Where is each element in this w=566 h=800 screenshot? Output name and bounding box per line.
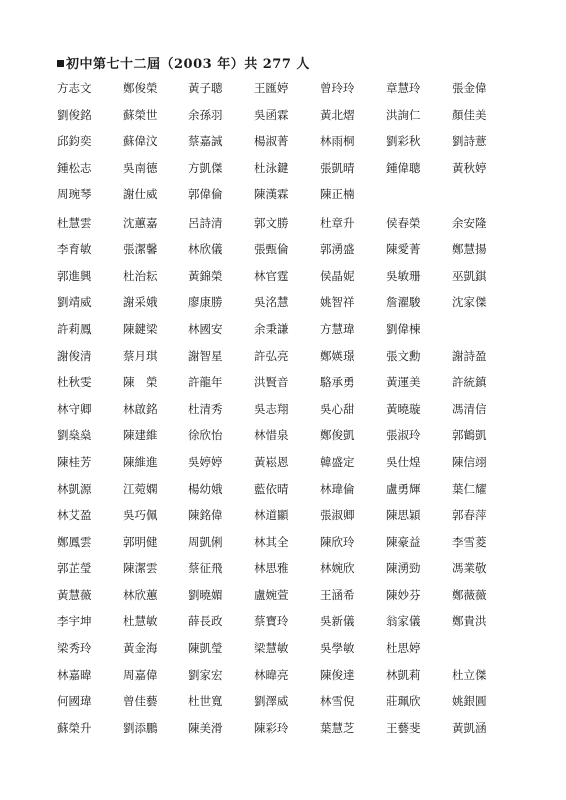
- student-name: 陳正楠: [320, 187, 355, 202]
- student-name: 林艾盈: [57, 508, 92, 523]
- student-name: 馮業敬: [452, 561, 487, 576]
- student-name: 李雪菱: [452, 534, 487, 549]
- student-name: 江菀嫻: [123, 481, 158, 496]
- student-name: 吳學敏: [320, 641, 355, 656]
- student-name: 劉家宏: [188, 667, 223, 682]
- student-name: 劉靖威: [57, 295, 92, 310]
- student-name: 林雨桐: [320, 134, 355, 149]
- student-name: 張淑玲: [386, 428, 421, 443]
- student-name: 黃金海: [123, 641, 158, 656]
- student-name: 余安隆: [452, 215, 487, 230]
- student-name: 郭偉倫: [188, 187, 223, 202]
- student-name: 杜治耘: [123, 268, 158, 283]
- student-name: 陳妙芬: [386, 587, 421, 602]
- student-name: 林其全: [254, 534, 289, 549]
- student-name: 劉曉媚: [188, 587, 223, 602]
- student-name: 郭進興: [57, 268, 92, 283]
- student-name: 楊幼娥: [188, 481, 223, 496]
- student-name: 黃秋婷: [452, 160, 487, 175]
- student-name: 王藝斐: [386, 720, 421, 735]
- student-name: 杜世寬: [188, 694, 223, 709]
- student-name: 馮清信: [452, 401, 487, 416]
- student-name: 顏佳美: [452, 107, 487, 122]
- student-name: 梁慧敏: [254, 641, 289, 656]
- student-name: 杜思婷: [386, 641, 421, 656]
- student-name: 方志文: [57, 81, 92, 95]
- student-name: 杜慧雲: [57, 215, 92, 230]
- student-name: 陳維進: [123, 454, 158, 469]
- student-name: 郭文勝: [254, 215, 289, 230]
- student-name: 郭鶴凱: [452, 428, 487, 443]
- student-name: 鍾偉聰: [386, 160, 421, 175]
- student-name: 許龍年: [188, 375, 223, 390]
- student-name: 陳豪益: [386, 534, 421, 549]
- student-name: 陳思穎: [386, 508, 421, 523]
- student-name: 曾玲玲: [320, 81, 355, 95]
- student-name: 杜章升: [320, 215, 355, 230]
- student-name: 郭春萍: [452, 508, 487, 523]
- student-name: 洪賢音: [254, 375, 289, 390]
- student-name: 侯晶妮: [320, 268, 355, 283]
- student-name: 盧勇輝: [386, 481, 421, 496]
- student-name: 余秉謙: [254, 321, 289, 336]
- student-name: 廖康勝: [188, 295, 223, 310]
- student-name: 劉澤威: [254, 694, 289, 709]
- student-name: 陳漢霖: [254, 187, 289, 202]
- student-name: 曾佳藝: [123, 694, 158, 709]
- student-name: 姚智祥: [320, 295, 355, 310]
- student-name: 陳美滑: [188, 720, 223, 735]
- student-name: 吳新儀: [320, 614, 355, 629]
- student-name: 陳俊達: [320, 667, 355, 682]
- student-name: 黃子聰: [188, 81, 223, 95]
- student-name: 林欣蕙: [123, 587, 158, 602]
- student-name: 謝仕威: [123, 187, 158, 202]
- student-name: 陳鍵梁: [123, 321, 158, 336]
- student-name: 王匯婷: [254, 81, 289, 95]
- student-name: 郭明健: [123, 534, 158, 549]
- student-name: 許莉鳳: [57, 321, 92, 336]
- student-name: 林欣儀: [188, 242, 223, 257]
- student-name: 林啟銘: [123, 401, 158, 416]
- student-name: 陳信翊: [452, 454, 487, 469]
- student-name: 郭芷瑩: [57, 561, 92, 576]
- student-name: 林暐亮: [254, 667, 289, 682]
- student-name: 劉俊銘: [57, 107, 92, 122]
- student-name: 韓盛定: [320, 454, 355, 469]
- student-name: 盧婉萱: [254, 587, 289, 602]
- student-name: 林瑋倫: [320, 481, 355, 496]
- student-name: 蘇榮升: [57, 720, 92, 735]
- student-name: 李宇坤: [57, 614, 92, 629]
- student-name: 翁家儀: [386, 614, 421, 629]
- student-name: 張凱晴: [320, 160, 355, 175]
- student-name: 林道顯: [254, 508, 289, 523]
- student-name: 黃慧薇: [57, 587, 92, 602]
- student-name: 黃崧恩: [254, 454, 289, 469]
- student-name: 蔡寶玲: [254, 614, 289, 629]
- student-name: 陳湧勁: [386, 561, 421, 576]
- student-name: 謝智星: [188, 348, 223, 363]
- student-name: 鄭慧揚: [452, 242, 487, 257]
- student-name: 侯春榮: [386, 215, 421, 230]
- student-name: 林凱源: [57, 481, 92, 496]
- student-name: 劉燊燊: [57, 428, 92, 443]
- student-name: 陳欣玲: [320, 534, 355, 549]
- student-name: 陳桂芳: [57, 454, 92, 469]
- student-name: 吳仕煌: [386, 454, 421, 469]
- student-name: 葉慧芝: [320, 720, 355, 735]
- student-name: 陳潔雲: [123, 561, 158, 576]
- student-name: 駱承勇: [320, 375, 355, 390]
- student-name: 吳巧佩: [123, 508, 158, 523]
- student-name: 何國瑋: [57, 694, 92, 709]
- student-name: 鍾松志: [57, 160, 92, 175]
- student-name: 張文勳: [386, 348, 421, 363]
- student-name: 李育敏: [57, 242, 92, 257]
- student-name: 陳凱瑩: [188, 641, 223, 656]
- student-name: 林思雅: [254, 561, 289, 576]
- student-name: 鄭俊榮: [123, 81, 158, 95]
- student-name: 葉仁耀: [452, 481, 487, 496]
- student-name: 周琬琴: [57, 187, 92, 202]
- student-name: 杜泳鍵: [254, 160, 289, 175]
- student-name: 張潔馨: [123, 242, 158, 257]
- student-name: 蘇榮世: [123, 107, 158, 122]
- student-name: 蘇偉汶: [123, 134, 158, 149]
- student-name: 楊淑菁: [254, 134, 289, 149]
- student-name: 蔡月琪: [123, 348, 158, 363]
- student-name: 蔡征飛: [188, 561, 223, 576]
- student-name: 周嘉偉: [123, 667, 158, 682]
- student-name: 張金偉: [452, 81, 487, 95]
- student-name: 謝采娥: [123, 295, 158, 310]
- student-name: 周凱俐: [188, 534, 223, 549]
- student-name: 王涵希: [320, 587, 355, 602]
- student-name: 劉添鵬: [123, 720, 158, 735]
- student-name: 謝俊清: [57, 348, 92, 363]
- student-name: 許弘亮: [254, 348, 289, 363]
- student-name: 薛長政: [188, 614, 223, 629]
- student-name: 劉詩薏: [452, 134, 487, 149]
- student-name: 藍依晴: [254, 481, 289, 496]
- student-name: 吳志翔: [254, 401, 289, 416]
- student-name: 張甄倫: [254, 242, 289, 257]
- student-name: 林嘉暐: [57, 667, 92, 682]
- student-name: 呂詩清: [188, 215, 223, 230]
- student-name: 陳彩玲: [254, 720, 289, 735]
- student-name: 鄭俊凱: [320, 428, 355, 443]
- student-name: 黃曉璇: [386, 401, 421, 416]
- student-name: 林守卿: [57, 401, 92, 416]
- student-name: 謝詩盈: [452, 348, 487, 363]
- student-name: 吳南德: [123, 160, 158, 175]
- student-name: 梁秀玲: [57, 641, 92, 656]
- student-name: 吳婷婷: [188, 454, 223, 469]
- student-name: 蔡嘉誠: [188, 134, 223, 149]
- student-name: 劉彩秋: [386, 134, 421, 149]
- student-name: 章慧玲: [386, 81, 421, 95]
- student-name: 張淑卿: [320, 508, 355, 523]
- student-name: 鄭薇薇: [452, 587, 487, 602]
- student-name: 黃北熠: [320, 107, 355, 122]
- student-name: 杜慧敏: [123, 614, 158, 629]
- student-name: 沈蕙嘉: [123, 215, 158, 230]
- student-name: 姚銀圓: [452, 694, 487, 709]
- student-name: 杜清秀: [188, 401, 223, 416]
- student-name: 沈家傑: [452, 295, 487, 310]
- section-heading: [57, 53, 310, 72]
- student-name: 林官霆: [254, 268, 289, 283]
- square-bullet-icon: [57, 60, 64, 67]
- student-name: 劉偉棟: [386, 321, 421, 336]
- student-name: 林婉欣: [320, 561, 355, 576]
- student-name: 徐欣怡: [188, 428, 223, 443]
- student-name: 陳銘偉: [188, 508, 223, 523]
- student-name: 杜立傑: [452, 667, 487, 682]
- student-name: 余孫羽: [188, 107, 223, 122]
- student-name: 黃運美: [386, 375, 421, 390]
- student-name: 黃錦榮: [188, 268, 223, 283]
- student-name: 方凱傑: [188, 160, 223, 175]
- student-name: 陳 榮: [123, 375, 158, 390]
- student-name: 許統鎮: [452, 375, 487, 390]
- student-name: 林國安: [188, 321, 223, 336]
- student-name: 方慧瑋: [320, 321, 355, 336]
- student-name: 林凱莉: [386, 667, 421, 682]
- student-name: 洪詢仁: [386, 107, 421, 122]
- section-heading-text: 初中第七十二屆（2003 年）共 277 人: [66, 57, 310, 72]
- student-name: 林惜泉: [254, 428, 289, 443]
- student-name: 林雪倪: [320, 694, 355, 709]
- student-name: 吳心甜: [320, 401, 355, 416]
- student-name: 邱鈞奕: [57, 134, 92, 149]
- student-name: 杜秋雯: [57, 375, 92, 390]
- student-name: 鄭媖璟: [320, 348, 355, 363]
- student-name: 吳函霖: [254, 107, 289, 122]
- student-name: 吳敏珊: [386, 268, 421, 283]
- student-name: 鄭鳳雲: [57, 534, 92, 549]
- student-name: 黃凱涵: [452, 720, 487, 735]
- student-name: 陳建維: [123, 428, 158, 443]
- student-name: 巫凱錤: [452, 268, 487, 283]
- student-name: 詹濯駿: [386, 295, 421, 310]
- student-name: 鄭貴洪: [452, 614, 487, 629]
- student-name: 陳愛菁: [386, 242, 421, 257]
- student-name: 吳洺慧: [254, 295, 289, 310]
- student-name: 莊珮欣: [386, 694, 421, 709]
- student-name: 郭湧盛: [320, 242, 355, 257]
